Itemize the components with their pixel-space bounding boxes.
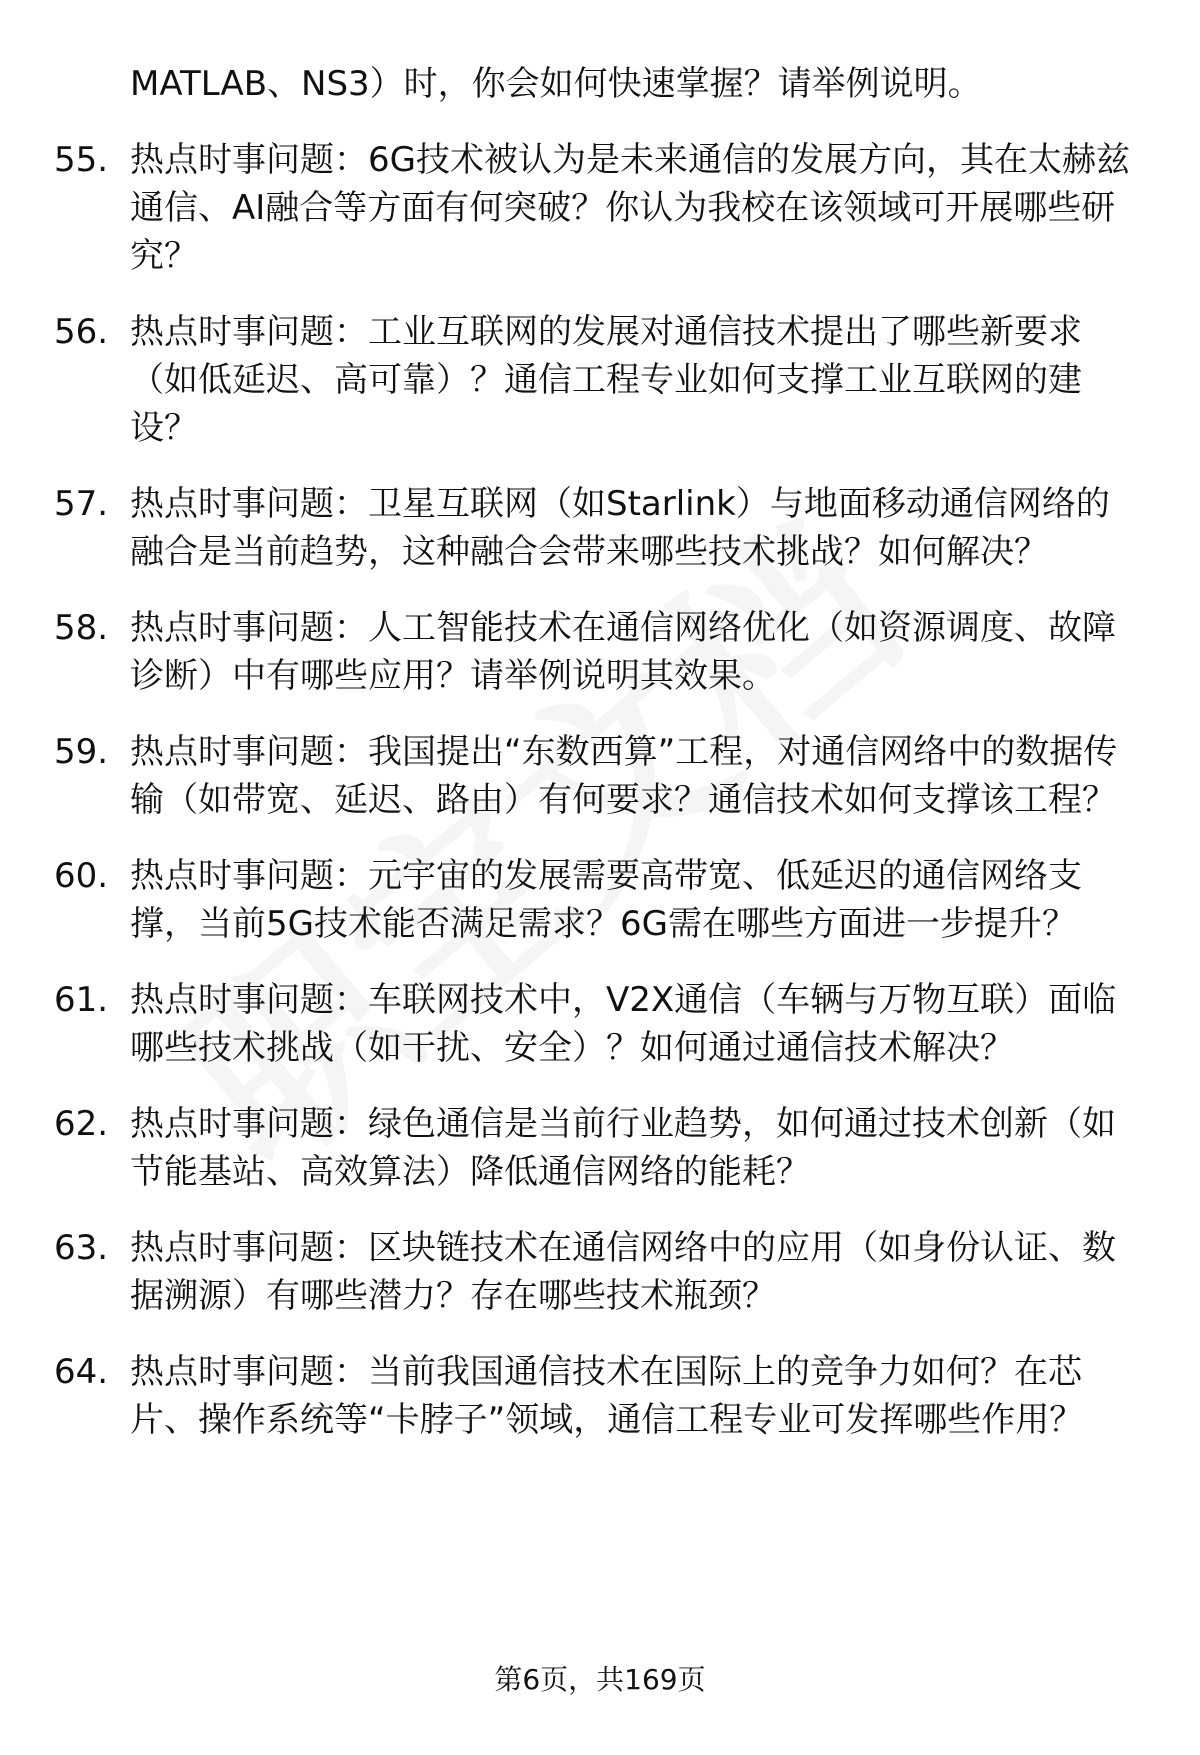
question-text: 热点时事问题：卫星互联网（如Starlink）与地面移动通信网络的融合是当前趋势，这种融合会带来哪些技术挑战？如何解决？ — [130, 484, 1110, 572]
question-item — [54, 1348, 1154, 1444]
question-number: 59. — [54, 732, 109, 772]
question-number: 63. — [54, 1228, 109, 1268]
question-item — [54, 480, 1154, 576]
question-text: 热点时事问题：6G技术被认为是未来通信的发展方向，其在太赫兹通信、AI融合等方面有何突破？你认为我校在该领域可开展哪些研究？ — [130, 140, 1130, 276]
question-item — [54, 308, 1154, 452]
question-number: 56. — [54, 312, 109, 352]
question-item — [54, 852, 1154, 948]
question-text: 热点时事问题：工业互联网的发展对通信技术提出了哪些新要求（如低延迟、高可靠）？通信工程专业如何支撑工业互联网的建设？ — [130, 312, 1082, 448]
question-number: 57. — [54, 484, 109, 524]
question-number: 55. — [54, 140, 109, 180]
question-number: 61. — [54, 980, 109, 1020]
question-text: 热点时事问题：元宇宙的发展需要高带宽、低延迟的通信网络支撑，当前5G技术能否满足需求？6G需在哪些方面进一步提升？ — [130, 856, 1082, 944]
question-text: 热点时事问题：区块链技术在通信网络中的应用（如身份认证、数据溯源）有哪些潜力？存在哪些技术瓶颈？ — [130, 1228, 1116, 1316]
question-text: 热点时事问题：当前我国通信技术在国际上的竞争力如何？在芯片、操作系统等“卡脖子”领域，通信工程专业可发挥哪些作用？ — [130, 1352, 1084, 1440]
question-item — [54, 136, 1154, 280]
question-text: 热点时事问题：我国提出“东数西算”工程，对通信网络中的数据传输（如带宽、延迟、路由）有何要求？通信技术如何支撑该工程？ — [130, 732, 1118, 820]
question-text: 热点时事问题：绿色通信是当前行业趋势，如何通过技术创新（如节能基站、高效算法）降低通信网络的能耗？ — [130, 1104, 1116, 1192]
question-text: 热点时事问题：车联网技术中，V2X通信（车辆与万物互联）面临哪些技术挑战（如干扰、安全）？如何通过通信技术解决？ — [130, 980, 1117, 1068]
question-item — [54, 604, 1154, 700]
question-text: 热点时事问题：人工智能技术在通信网络优化（如资源调度、故障诊断）中有哪些应用？请举例说明其效果。 — [130, 608, 1116, 696]
question-item — [54, 1224, 1154, 1320]
question-number: 60. — [54, 856, 109, 896]
question-item — [54, 1100, 1154, 1196]
question-number: 58. — [54, 608, 109, 648]
question-number: 62. — [54, 1104, 109, 1144]
question-number: 64. — [54, 1352, 109, 1392]
question-item — [54, 976, 1154, 1072]
question-item — [54, 728, 1154, 824]
question-list — [54, 60, 1154, 1472]
continuation-text: MATLAB、NS3）时，你会如何快速掌握？请举例说明。 — [130, 64, 982, 104]
page-footer: 第6页，共169页 — [494, 1663, 706, 1696]
